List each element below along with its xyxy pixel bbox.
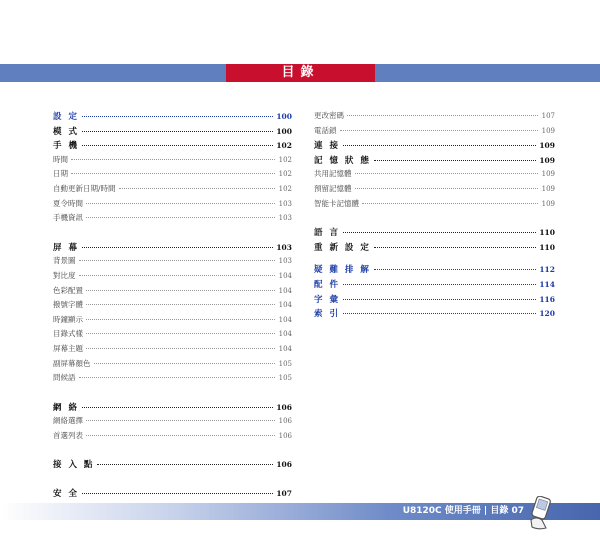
toc-entry-label: 接 入 點	[53, 460, 95, 471]
toc-entry[interactable]	[53, 154, 292, 169]
toc-entry-label: 網 絡	[53, 402, 79, 413]
toc-leader-dots	[82, 247, 273, 248]
toc-leader-dots	[343, 284, 536, 285]
toc-entry-page: 112	[539, 265, 555, 275]
toc-entry-label: 副屏幕顏色	[53, 358, 91, 368]
toc-entry-label: 時間	[53, 154, 68, 164]
toc-entry[interactable]	[314, 125, 555, 140]
toc-leader-dots	[86, 319, 275, 320]
toc-leader-dots	[355, 173, 539, 174]
toc-spacer	[53, 387, 292, 401]
toc-entry-page: 106	[278, 431, 292, 440]
toc-entry-page: 104	[278, 271, 292, 280]
toc-entry-page: 106	[276, 460, 292, 470]
toc-entry-label: 夏令時間	[53, 198, 83, 208]
toc-leader-dots	[86, 435, 275, 436]
toc-entry-page: 104	[278, 344, 292, 353]
toc-entry-label: 配 件	[314, 279, 340, 290]
toc-spacer	[53, 473, 292, 487]
toc-entry[interactable]	[53, 110, 292, 125]
toc-entry-label: 重 新 設 定	[314, 242, 371, 253]
toc-entry[interactable]	[53, 430, 292, 445]
toc-entry-label: 對比度	[53, 270, 76, 280]
toc-entry[interactable]	[53, 198, 292, 213]
toc-entry[interactable]	[314, 154, 555, 169]
toc-entry[interactable]	[314, 226, 555, 241]
toc-entry[interactable]	[53, 487, 292, 502]
toc-leader-dots	[347, 115, 538, 116]
toc-entry[interactable]	[53, 328, 292, 343]
toc-entry-page: 110	[539, 242, 555, 252]
toc-leader-dots	[374, 247, 536, 248]
toc-entry-label: 語 言	[314, 228, 340, 239]
toc-leader-dots	[94, 363, 276, 364]
toc-entry[interactable]	[53, 168, 292, 183]
toc-leader-dots	[374, 160, 536, 161]
toc-entry[interactable]	[314, 307, 555, 322]
toc-entry[interactable]	[314, 263, 555, 278]
toc-entry-label: 手機資訊	[53, 213, 83, 223]
toc-entry-label: 背景圖	[53, 256, 76, 266]
toc-entry-label: 目錄式樣	[53, 329, 83, 339]
toc-entry-page: 103	[278, 214, 292, 223]
toc-entry[interactable]	[53, 285, 292, 300]
toc-entry-page: 105	[278, 359, 292, 368]
toc-entry-page: 102	[278, 184, 292, 193]
toc-entry-page: 102	[278, 170, 292, 179]
toc-left-column	[53, 110, 292, 516]
toc-entry-page: 102	[278, 155, 292, 164]
toc-entry-page: 109	[539, 155, 555, 165]
toc-leader-dots	[86, 203, 275, 204]
toc-leader-dots	[119, 188, 275, 189]
toc-entry-page: 107	[541, 112, 555, 120]
toc-entry-label: 手 機	[53, 141, 79, 152]
toc-entry[interactable]	[53, 372, 292, 387]
toc-leader-dots	[79, 260, 276, 261]
toc-entry-label: 記 憶 狀 態	[314, 155, 371, 166]
toc-entry-page: 109	[539, 141, 555, 151]
toc-entry-label: 問候語	[53, 373, 76, 383]
toc-entry[interactable]	[314, 293, 555, 308]
toc-leader-dots	[86, 333, 275, 334]
toc-spacer	[53, 227, 292, 241]
toc-entry-label: 模 式	[53, 126, 79, 137]
toc-leader-dots	[86, 348, 275, 349]
toc-entry[interactable]	[53, 212, 292, 227]
toc-entry-label: 屏幕主題	[53, 343, 83, 353]
toc-right-column	[314, 110, 555, 322]
toc-leader-dots	[343, 299, 536, 300]
toc-entry-label: 疑 難 排 解	[314, 265, 371, 276]
toc-entry[interactable]	[314, 183, 555, 198]
toc-entry[interactable]	[53, 241, 292, 256]
toc-entry-page: 110	[539, 228, 555, 238]
toc-entry-page: 116	[539, 294, 555, 304]
toc-leader-dots	[71, 173, 275, 174]
toc-leader-dots	[86, 304, 275, 305]
toc-leader-dots	[355, 188, 539, 189]
toc-entry-page: 109	[541, 199, 555, 208]
toc-spacer	[314, 255, 555, 263]
toc-entry[interactable]	[53, 270, 292, 285]
toc-entry-page: 105	[278, 374, 292, 383]
toc-entry-page: 100	[276, 112, 292, 121]
toc-entry-page: 120	[539, 309, 555, 319]
toc-entry-page: 104	[278, 286, 292, 295]
toc-entry-label: 更改密碼	[314, 111, 344, 120]
toc-entry-page: 103	[276, 242, 292, 252]
footer-text: U8120C 使用手冊 | 目錄 07	[402, 506, 524, 516]
toc-entry-page: 109	[541, 126, 555, 135]
toc-entry[interactable]	[53, 358, 292, 373]
toc-leader-dots	[82, 407, 273, 408]
toc-entry-label: 電話鎖	[314, 125, 337, 135]
toc-entry-page: 103	[278, 257, 292, 266]
toc-entry-page: 109	[541, 170, 555, 179]
toc-entry[interactable]	[53, 415, 292, 430]
toc-entry[interactable]	[53, 458, 292, 473]
phone-icon	[528, 496, 552, 530]
toc-leader-dots	[82, 116, 273, 117]
toc-entry-label: 網絡選擇	[53, 416, 83, 426]
toc-leader-dots	[97, 464, 273, 465]
toc-leader-dots	[82, 131, 273, 132]
toc-leader-dots	[374, 269, 536, 270]
toc-entry-label: 共用記憶體	[314, 169, 352, 179]
toc-entry-label: 日期	[53, 169, 68, 179]
toc-entry[interactable]	[314, 168, 555, 183]
page-title: 目錄	[226, 64, 375, 82]
toc-leader-dots	[343, 313, 536, 314]
toc-entry[interactable]	[314, 110, 555, 125]
toc-entry[interactable]	[314, 198, 555, 213]
toc-entry-page: 104	[278, 330, 292, 339]
toc-entry-label: 索 引	[314, 309, 340, 320]
toc-entry[interactable]	[53, 139, 292, 154]
toc-leader-dots	[362, 203, 538, 204]
toc-entry-page: 106	[276, 402, 292, 412]
toc-entry-label: 撥號字體	[53, 300, 83, 310]
toc-entry-page: 107	[276, 489, 292, 499]
toc-leader-dots	[340, 130, 539, 131]
toc-entry[interactable]	[53, 299, 292, 314]
toc-entry[interactable]	[53, 343, 292, 358]
toc-entry-page: 104	[278, 315, 292, 324]
toc-leader-dots	[343, 232, 536, 233]
toc-leader-dots	[343, 145, 536, 146]
toc-leader-dots	[86, 420, 275, 421]
toc-entry-label: 字 彙	[314, 294, 340, 305]
toc-entry[interactable]	[314, 278, 555, 293]
toc-leader-dots	[79, 275, 276, 276]
toc-entry-page: 114	[539, 279, 555, 289]
toc-entry-label: 首選列表	[53, 430, 83, 440]
toc-entry-page: 103	[278, 199, 292, 208]
toc-leader-dots	[82, 145, 273, 146]
toc-leader-dots	[82, 493, 273, 494]
toc-entry-label: 連 接	[314, 141, 340, 152]
toc-entry-label: 智能卡記憶體	[314, 198, 359, 208]
toc-entry[interactable]	[53, 183, 292, 198]
toc-entry[interactable]	[314, 241, 555, 256]
toc-entry[interactable]	[53, 401, 292, 416]
toc-leader-dots	[86, 217, 275, 218]
toc-entry-label: 自動更新日期/時間	[53, 183, 116, 193]
toc-entry[interactable]	[314, 139, 555, 154]
toc-entry-label: 設 定	[53, 112, 79, 122]
toc-entry-label: 屏 幕	[53, 242, 79, 253]
toc-leader-dots	[71, 159, 275, 160]
toc-leader-dots	[79, 377, 276, 378]
toc-entry-label: 時鐘顯示	[53, 314, 83, 324]
toc-entry-page: 106	[278, 417, 292, 426]
toc-entry-label: 預留記憶體	[314, 183, 352, 193]
toc-entry-page: 102	[276, 141, 292, 151]
toc-leader-dots	[86, 290, 275, 291]
toc-entry-label: 色彩配置	[53, 285, 83, 295]
toc-entry-label: 安 全	[53, 489, 79, 500]
toc-entry-page: 109	[541, 184, 555, 193]
toc-entry[interactable]	[53, 314, 292, 329]
toc-entry-page: 100	[276, 126, 292, 136]
toc-entry[interactable]	[53, 125, 292, 140]
toc-entry-page: 104	[278, 301, 292, 310]
toc-spacer	[314, 212, 555, 226]
toc-spacer	[53, 444, 292, 458]
toc-entry[interactable]	[53, 255, 292, 270]
